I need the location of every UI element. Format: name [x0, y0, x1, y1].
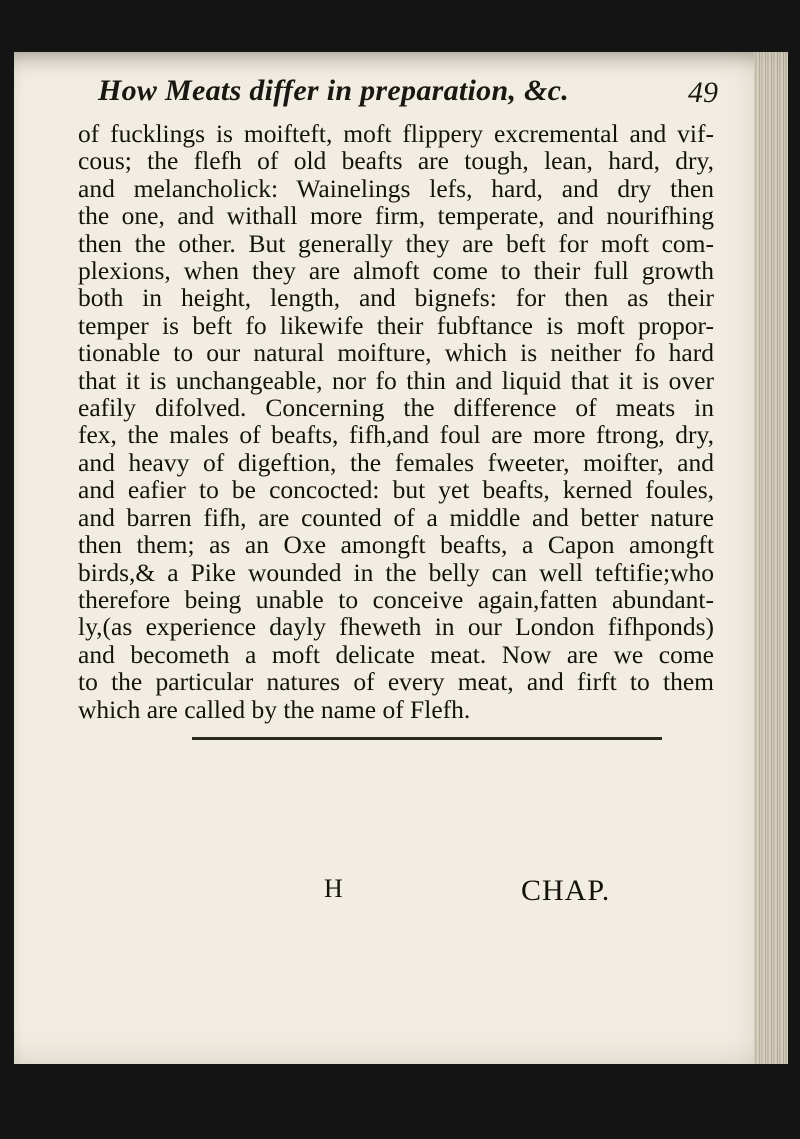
text-line: the one, and withall more firm, temperate, and nourifhing — [78, 201, 714, 231]
text-line: ly,(as experience dayly fheweth in our London fifhponds) — [78, 612, 714, 642]
text-line: both in height, length, and bignefs: for then as their — [78, 283, 714, 313]
text-line: that it is unchangeable, nor fo thin and liquid that it is over — [78, 365, 714, 395]
text-line: then them; as an Oxe amongft beafts, a Capon amongft — [78, 530, 714, 560]
text-line: fex, the males of beafts, fifh,and foul are more ftrong, dry, — [78, 420, 714, 450]
text-line: then the other. But generally they are beft for moft com- — [78, 228, 714, 258]
text-line: and becometh a moft delicate meat. Now are we come — [78, 639, 714, 669]
running-head: How Meats differ in preparation, &c. — [98, 74, 570, 107]
book-page — [14, 52, 788, 1064]
text-line: of fucklings is moifteft, moft flippery excremental and vif- — [78, 119, 714, 148]
text-line: which are called by the name of Flefh. — [78, 694, 471, 724]
text-line: temper is beft fo likewife their fubftance is moft propor- — [78, 310, 714, 340]
text-line: and heavy of digeftion, the females fweeter, moifter, and — [78, 447, 714, 477]
catchword: CHAP. — [521, 874, 611, 907]
section-rule — [192, 737, 662, 740]
text-line: and melancholick: Wainelings lefs, hard, and dry then — [78, 173, 714, 203]
body-text — [78, 120, 714, 723]
text-line: plexions, when they are almoft come to their full growth — [78, 256, 714, 286]
page-edge — [754, 52, 788, 1064]
text-line: and eafier to be concocted: but yet beafts, kerned foules, — [78, 475, 714, 505]
signature-mark: H — [324, 874, 343, 903]
text-line: birds,& a Pike wounded in the belly can well teftifie;who — [78, 557, 714, 587]
page-number: 49 — [688, 76, 718, 109]
text-line: therefore being unable to conceive again,fatten abundant- — [78, 584, 714, 614]
text-line: cous; the flefh of old beafts are tough, lean, hard, dry, — [78, 146, 714, 176]
text-line: and barren fifh, are counted of a middle and better nature — [78, 502, 714, 532]
text-line: tionable to our natural moifture, which is neither fo hard — [78, 338, 714, 368]
text-line: eafily difolved. Concerning the difference of meats in — [78, 393, 714, 423]
text-line: to the particular natures of every meat, and firft to them — [78, 667, 714, 697]
page-header — [80, 74, 718, 120]
